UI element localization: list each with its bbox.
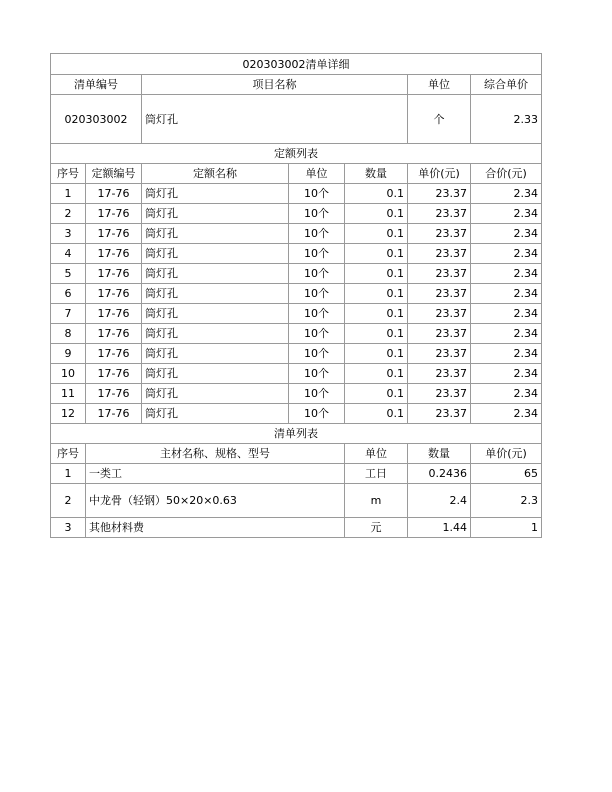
quota-code: 17-76 bbox=[86, 384, 142, 404]
quota-row bbox=[51, 224, 542, 244]
quota-row bbox=[51, 284, 542, 304]
quota-unit: 10个 bbox=[289, 184, 345, 204]
quota-total: 2.34 bbox=[471, 184, 542, 204]
quota-qty: 0.1 bbox=[345, 324, 408, 344]
quota-total: 2.34 bbox=[471, 264, 542, 284]
title-row bbox=[51, 54, 542, 75]
material-header-row bbox=[51, 444, 542, 464]
quota-qty: 0.1 bbox=[345, 224, 408, 244]
item-header-name: 项目名称 bbox=[142, 75, 408, 95]
quota-seq: 7 bbox=[51, 304, 86, 324]
quota-unit-price: 23.37 bbox=[408, 324, 471, 344]
quota-total: 2.34 bbox=[471, 324, 542, 344]
quota-qty: 0.1 bbox=[345, 384, 408, 404]
quota-unit-price: 23.37 bbox=[408, 404, 471, 424]
quota-unit-price: 23.37 bbox=[408, 264, 471, 284]
quota-seq: 12 bbox=[51, 404, 86, 424]
quota-unit-price: 23.37 bbox=[408, 284, 471, 304]
material-qty: 2.4 bbox=[408, 484, 471, 518]
item-header-row bbox=[51, 75, 542, 95]
quota-header-unit: 单位 bbox=[289, 164, 345, 184]
quota-code: 17-76 bbox=[86, 284, 142, 304]
quota-unit-price: 23.37 bbox=[408, 344, 471, 364]
quota-name: 筒灯孔 bbox=[142, 184, 289, 204]
material-row bbox=[51, 464, 542, 484]
quota-name: 筒灯孔 bbox=[142, 284, 289, 304]
item-price: 2.33 bbox=[471, 95, 542, 144]
quota-seq: 8 bbox=[51, 324, 86, 344]
quota-row bbox=[51, 384, 542, 404]
quota-total: 2.34 bbox=[471, 224, 542, 244]
quota-seq: 1 bbox=[51, 184, 86, 204]
quota-seq: 6 bbox=[51, 284, 86, 304]
quota-name: 筒灯孔 bbox=[142, 264, 289, 284]
material-unit: 工日 bbox=[345, 464, 408, 484]
quota-row bbox=[51, 344, 542, 364]
quota-name: 筒灯孔 bbox=[142, 224, 289, 244]
material-row bbox=[51, 518, 542, 538]
quota-unit-price: 23.37 bbox=[408, 244, 471, 264]
quota-qty: 0.1 bbox=[345, 304, 408, 324]
quota-qty: 0.1 bbox=[345, 184, 408, 204]
quota-name: 筒灯孔 bbox=[142, 204, 289, 224]
quota-seq: 5 bbox=[51, 264, 86, 284]
material-qty: 1.44 bbox=[408, 518, 471, 538]
quota-row bbox=[51, 324, 542, 344]
material-seq: 2 bbox=[51, 484, 86, 518]
material-section-row bbox=[51, 424, 542, 444]
quota-unit: 10个 bbox=[289, 224, 345, 244]
quota-row bbox=[51, 364, 542, 384]
quota-row bbox=[51, 264, 542, 284]
material-header-qty: 数量 bbox=[408, 444, 471, 464]
material-unit-price: 65 bbox=[471, 464, 542, 484]
material-seq: 1 bbox=[51, 464, 86, 484]
material-name: 一类工 bbox=[86, 464, 345, 484]
quota-unit-price: 23.37 bbox=[408, 204, 471, 224]
quota-code: 17-76 bbox=[86, 264, 142, 284]
quota-row bbox=[51, 204, 542, 224]
quota-total: 2.34 bbox=[471, 404, 542, 424]
quota-unit-price: 23.37 bbox=[408, 364, 471, 384]
bill-detail-table bbox=[50, 53, 542, 538]
material-header-name: 主材名称、规格、型号 bbox=[86, 444, 345, 464]
quota-qty: 0.1 bbox=[345, 364, 408, 384]
quota-row bbox=[51, 404, 542, 424]
quota-unit: 10个 bbox=[289, 344, 345, 364]
quota-unit: 10个 bbox=[289, 384, 345, 404]
material-unit-price: 2.3 bbox=[471, 484, 542, 518]
quota-qty: 0.1 bbox=[345, 284, 408, 304]
quota-header-total: 合价(元) bbox=[471, 164, 542, 184]
quota-code: 17-76 bbox=[86, 304, 142, 324]
quota-seq: 2 bbox=[51, 204, 86, 224]
quota-unit: 10个 bbox=[289, 404, 345, 424]
quota-code: 17-76 bbox=[86, 404, 142, 424]
quota-unit: 10个 bbox=[289, 244, 345, 264]
quota-code: 17-76 bbox=[86, 224, 142, 244]
quota-section-title: 定额列表 bbox=[51, 144, 542, 164]
quota-header-code: 定额编号 bbox=[86, 164, 142, 184]
quota-unit: 10个 bbox=[289, 304, 345, 324]
quota-header-row bbox=[51, 164, 542, 184]
quota-total: 2.34 bbox=[471, 364, 542, 384]
quota-row bbox=[51, 244, 542, 264]
quota-qty: 0.1 bbox=[345, 344, 408, 364]
item-unit: 个 bbox=[408, 95, 471, 144]
item-header-code: 清单编号 bbox=[51, 75, 142, 95]
quota-name: 筒灯孔 bbox=[142, 344, 289, 364]
quota-code: 17-76 bbox=[86, 184, 142, 204]
material-header-seq: 序号 bbox=[51, 444, 86, 464]
quota-code: 17-76 bbox=[86, 204, 142, 224]
quota-qty: 0.1 bbox=[345, 204, 408, 224]
quota-section-row bbox=[51, 144, 542, 164]
item-name: 筒灯孔 bbox=[142, 95, 408, 144]
quota-name: 筒灯孔 bbox=[142, 324, 289, 344]
quota-seq: 10 bbox=[51, 364, 86, 384]
quota-total: 2.34 bbox=[471, 344, 542, 364]
item-code: 020303002 bbox=[51, 95, 142, 144]
material-row bbox=[51, 484, 542, 518]
quota-header-seq: 序号 bbox=[51, 164, 86, 184]
quota-code: 17-76 bbox=[86, 244, 142, 264]
table-title: 020303002清单详细 bbox=[51, 54, 542, 75]
item-header-unit: 单位 bbox=[408, 75, 471, 95]
material-name: 中龙骨（轻钢）50×20×0.63 bbox=[86, 484, 345, 518]
quota-unit-price: 23.37 bbox=[408, 184, 471, 204]
quota-unit: 10个 bbox=[289, 284, 345, 304]
quota-unit-price: 23.37 bbox=[408, 384, 471, 404]
material-seq: 3 bbox=[51, 518, 86, 538]
quota-name: 筒灯孔 bbox=[142, 384, 289, 404]
quota-name: 筒灯孔 bbox=[142, 244, 289, 264]
quota-header-name: 定额名称 bbox=[142, 164, 289, 184]
material-header-unit: 单位 bbox=[345, 444, 408, 464]
quota-total: 2.34 bbox=[471, 244, 542, 264]
material-header-unit-price: 单价(元) bbox=[471, 444, 542, 464]
quota-unit: 10个 bbox=[289, 264, 345, 284]
quota-unit: 10个 bbox=[289, 204, 345, 224]
quota-seq: 3 bbox=[51, 224, 86, 244]
quota-name: 筒灯孔 bbox=[142, 404, 289, 424]
quota-code: 17-76 bbox=[86, 364, 142, 384]
quota-name: 筒灯孔 bbox=[142, 364, 289, 384]
quota-qty: 0.1 bbox=[345, 264, 408, 284]
quota-total: 2.34 bbox=[471, 284, 542, 304]
quota-name: 筒灯孔 bbox=[142, 304, 289, 324]
quota-row bbox=[51, 184, 542, 204]
quota-code: 17-76 bbox=[86, 324, 142, 344]
material-unit: m bbox=[345, 484, 408, 518]
quota-qty: 0.1 bbox=[345, 404, 408, 424]
quota-seq: 11 bbox=[51, 384, 86, 404]
quota-seq: 9 bbox=[51, 344, 86, 364]
quota-row bbox=[51, 304, 542, 324]
material-name: 其他材料费 bbox=[86, 518, 345, 538]
quota-code: 17-76 bbox=[86, 344, 142, 364]
quota-unit: 10个 bbox=[289, 324, 345, 344]
material-unit-price: 1 bbox=[471, 518, 542, 538]
quota-qty: 0.1 bbox=[345, 244, 408, 264]
quota-total: 2.34 bbox=[471, 384, 542, 404]
quota-header-qty: 数量 bbox=[345, 164, 408, 184]
item-header-price: 综合单价 bbox=[471, 75, 542, 95]
quota-unit-price: 23.37 bbox=[408, 224, 471, 244]
item-row bbox=[51, 95, 542, 144]
quota-total: 2.34 bbox=[471, 204, 542, 224]
material-qty: 0.2436 bbox=[408, 464, 471, 484]
quota-seq: 4 bbox=[51, 244, 86, 264]
material-section-title: 清单列表 bbox=[51, 424, 542, 444]
quota-total: 2.34 bbox=[471, 304, 542, 324]
quota-header-unit-price: 单价(元) bbox=[408, 164, 471, 184]
quota-unit: 10个 bbox=[289, 364, 345, 384]
quota-unit-price: 23.37 bbox=[408, 304, 471, 324]
material-unit: 元 bbox=[345, 518, 408, 538]
